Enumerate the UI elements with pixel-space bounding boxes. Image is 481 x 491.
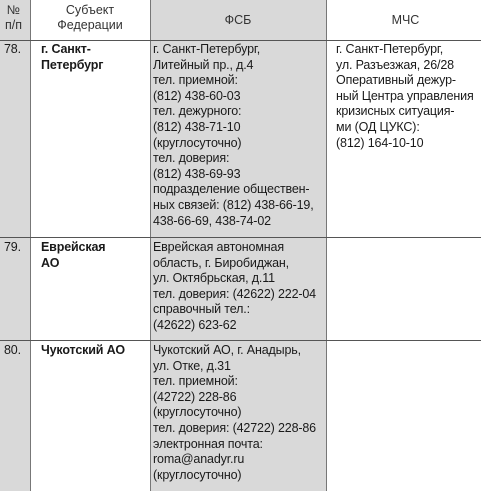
mchs-contacts: г. Санкт-Петербург, ул. Разъезжая, 26/28 Оперативный дежур- ный Центра управления кризисных ситуация- ми (ОД ЦУКС): (812) 164-10-10	[336, 42, 474, 150]
header-subject: Субъект Федерации	[57, 3, 123, 32]
divider	[326, 0, 327, 491]
subject-name: Еврейская АО	[41, 240, 106, 270]
fsb-contacts: г. Санкт-Петербург, Литейный пр., д.4 тел. приемной: (812) 438-60-03 тел. дежурного: (812) 438-71-10 (круглосуточно) тел. доверия: (812) 438-69-93 подразделение обществен- ных связей: (812) 438-66-19, 438-66-69, 438-74-02	[153, 42, 314, 228]
row-number: 79.	[4, 240, 21, 254]
row-number: 78.	[4, 42, 21, 56]
row-divider	[0, 40, 481, 41]
fsb-contacts: Еврейская автономная область, г. Биробиджан, ул. Октябрьская, д.11 тел. доверия: (42622) 222-04 справочный тел.: (42622) 623-62	[153, 240, 316, 332]
header-num: № п/п	[4, 3, 22, 32]
divider	[30, 0, 31, 491]
row-divider	[0, 237, 481, 238]
header-fsb: ФСБ	[224, 13, 252, 27]
subject-name: г. Санкт- Петербург	[41, 42, 104, 72]
divider	[150, 0, 151, 491]
header-mchs: МЧС	[391, 13, 420, 27]
row-divider	[0, 340, 481, 341]
subject-name: Чукотский АО	[41, 343, 125, 357]
row-number: 80.	[4, 343, 21, 357]
fsb-contacts: Чукотский АО, г. Анадырь, ул. Отке, д.31 тел. приемной: (42722) 228-86 (круглосуточно) тел. доверия: (42722) 228-86 электронная почта: roma@anadyr.ru (круглосуточно)	[153, 343, 316, 482]
